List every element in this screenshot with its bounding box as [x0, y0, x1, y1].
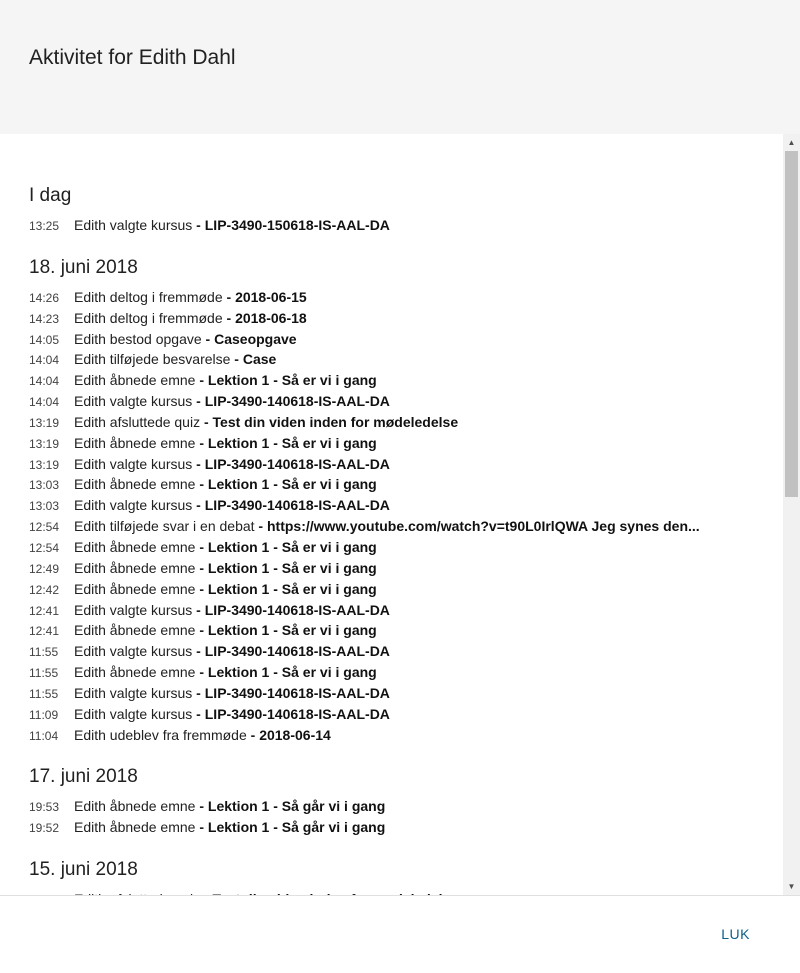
activity-description: Edith åbnede emne	[74, 476, 196, 493]
day-heading: 18. juni 2018	[29, 256, 138, 278]
activity-entry	[29, 349, 779, 370]
day-group	[29, 183, 779, 236]
activity-time: 12:41	[29, 603, 60, 618]
activity-object: Lektion 1 - Så er vi i gang	[207, 580, 377, 597]
activity-time: 11:55	[29, 645, 59, 660]
activity-time: 12:54	[29, 520, 60, 535]
activity-entry	[29, 662, 779, 683]
day-group	[29, 764, 779, 838]
activity-time: 12:49	[29, 561, 60, 576]
day-heading: I dag	[29, 185, 72, 206]
activity-separator: -	[254, 518, 267, 535]
activity-entry	[29, 725, 779, 746]
activity-separator: -	[195, 538, 208, 555]
activity-object: Lektion 1 - Så er vi i gang	[207, 476, 377, 493]
activity-separator: -	[192, 705, 205, 722]
activity-entry	[29, 704, 779, 725]
activity-object: 2018-06-14	[259, 726, 331, 743]
activity-time: 14:05	[29, 332, 60, 347]
activity-object: Lektion 1 - Så er vi i gang	[207, 434, 377, 451]
activity-time: 14:26	[29, 290, 60, 305]
activity-separator: -	[195, 476, 208, 493]
activity-separator: -	[246, 726, 260, 743]
activity-entry	[29, 433, 779, 454]
scrollbar-thumb[interactable]	[785, 151, 798, 497]
activity-description: Edith deltog i fremmøde	[74, 309, 223, 326]
activity-description: Edith valgte kursus	[74, 601, 193, 618]
activity-description: Edith valgte kursus	[74, 643, 193, 660]
activity-time: 13:19	[29, 436, 60, 451]
activity-object: LIP-3490-140618-IS-AAL-DA	[204, 393, 390, 410]
activity-object: LIP-3490-140618-IS-AAL-DA	[204, 601, 390, 618]
dialog-footer	[0, 895, 800, 973]
activity-entry	[29, 641, 779, 662]
activity-time: 11:55	[29, 686, 59, 701]
activity-separator: -	[192, 393, 205, 410]
activity-entry	[29, 516, 779, 537]
activity-time: 11:09	[29, 707, 59, 722]
dialog-title: Aktivitet for Edith Dahl	[29, 46, 236, 69]
day-group	[29, 255, 779, 746]
scroll-down-arrow-icon[interactable]: ▼	[787, 882, 796, 891]
activity-description: Edith åbnede emne	[74, 434, 196, 451]
scroll-up-arrow-icon[interactable]: ▲	[787, 138, 796, 147]
activity-object: LIP-3490-140618-IS-AAL-DA	[204, 455, 390, 472]
activity-time: 19:52	[29, 821, 60, 836]
activity-description: Edith åbnede emne	[74, 819, 196, 836]
vertical-scrollbar[interactable]	[783, 134, 800, 895]
activity-object: Lektion 1 - Så er vi i gang	[207, 622, 377, 639]
activity-description: Edith bestod opgave	[74, 330, 202, 347]
activity-object: https://www.youtube.com/watch?v=t90L0IrlQWA Jeg synes den...	[267, 518, 700, 535]
activity-entry	[29, 370, 779, 391]
activity-description: Edith tilføjede svar i en debat	[74, 518, 255, 535]
activity-separator: -	[195, 434, 208, 451]
activity-description: Edith deltog i fremmøde	[74, 288, 223, 305]
activity-time: 14:23	[29, 311, 60, 326]
activity-time: 12:41	[29, 624, 60, 639]
activity-time: 13:25	[29, 219, 60, 233]
activity-time: 13:03	[29, 478, 60, 493]
activity-entry	[29, 537, 779, 558]
activity-object: LIP-3490-140618-IS-AAL-DA	[204, 497, 390, 514]
activity-object: Lektion 1 - Så er vi i gang	[207, 559, 377, 576]
activity-separator: -	[222, 309, 236, 326]
activity-description: Edith afsluttede quiz	[74, 413, 201, 430]
activity-entry	[29, 495, 779, 516]
activity-time: 14:04	[29, 374, 60, 389]
activity-entry	[29, 620, 779, 641]
activity-description: Edith udeblev fra fremmøde	[74, 726, 247, 743]
activity-object: Lektion 1 - Så går vi i gang	[207, 819, 386, 836]
activity-description: Edith tilføjede besvarelse	[74, 351, 231, 368]
activity-object: Caseopgave	[214, 330, 297, 347]
activity-description: Edith åbnede emne	[74, 580, 196, 597]
activity-separator: -	[192, 217, 205, 233]
dialog-header	[0, 0, 800, 134]
activity-separator: -	[195, 664, 208, 681]
activity-entry	[29, 391, 779, 412]
activity-object: LIP-3490-140618-IS-AAL-DA	[204, 684, 390, 701]
activity-time: 11:04	[29, 728, 59, 743]
activity-separator: -	[192, 601, 205, 618]
activity-entry	[29, 796, 779, 817]
activity-description: Edith åbnede emne	[74, 622, 196, 639]
activity-list-inner	[29, 183, 779, 929]
activity-object: Case	[242, 351, 277, 368]
activity-object: Lektion 1 - Så er vi i gang	[207, 372, 377, 389]
activity-entry	[29, 683, 779, 704]
activity-entry	[29, 474, 779, 495]
activity-description: Edith åbnede emne	[74, 798, 196, 815]
activity-object: 2018-06-15	[235, 288, 307, 305]
activity-time: 12:42	[29, 582, 60, 597]
activity-entry	[29, 454, 779, 475]
activity-description: Edith åbnede emne	[74, 664, 196, 681]
activity-separator: -	[192, 497, 205, 514]
activity-separator: -	[192, 455, 205, 472]
activity-separator: -	[201, 330, 215, 347]
activity-object: LIP-3490-140618-IS-AAL-DA	[204, 705, 390, 722]
activity-object: 2018-06-18	[235, 309, 307, 326]
activity-entry	[29, 579, 779, 600]
activity-time: 13:03	[29, 499, 60, 514]
day-heading: 15. juni 2018	[29, 859, 138, 881]
activity-separator: -	[195, 372, 208, 389]
activity-description: Edith valgte kursus	[74, 217, 193, 233]
activity-object: LIP-3490-150618-IS-AAL-DA	[204, 217, 390, 233]
activity-entry	[29, 308, 779, 329]
activity-description: Edith valgte kursus	[74, 497, 193, 514]
activity-description: Edith valgte kursus	[74, 393, 193, 410]
activity-entry	[29, 215, 779, 236]
activity-time: 11:55	[29, 666, 59, 681]
activity-separator: -	[195, 622, 208, 639]
close-button[interactable]: LUK	[721, 926, 750, 942]
activity-separator: -	[195, 559, 208, 576]
activity-description: Edith åbnede emne	[74, 538, 196, 555]
activity-separator: -	[195, 798, 208, 815]
activity-time: 19:53	[29, 800, 60, 815]
activity-separator: -	[195, 580, 208, 597]
activity-separator: -	[222, 288, 236, 305]
activity-description: Edith valgte kursus	[74, 684, 193, 701]
activity-object: Lektion 1 - Så er vi i gang	[207, 538, 377, 555]
activity-time: 14:04	[29, 395, 60, 410]
activity-entry	[29, 600, 779, 621]
activity-separator: -	[200, 413, 213, 430]
activity-description: Edith valgte kursus	[74, 705, 193, 722]
activity-time: 13:19	[29, 415, 60, 430]
activity-separator: -	[230, 351, 243, 368]
activity-time: 12:54	[29, 540, 60, 555]
activity-object: LIP-3490-140618-IS-AAL-DA	[204, 643, 390, 660]
day-heading: 17. juni 2018	[29, 766, 138, 788]
activity-list[interactable]	[0, 134, 783, 895]
activity-entry	[29, 558, 779, 579]
activity-time: 14:04	[29, 353, 60, 368]
activity-entry	[29, 287, 779, 308]
activity-description: Edith åbnede emne	[74, 372, 196, 389]
activity-entry	[29, 329, 779, 350]
activity-object: Lektion 1 - Så går vi i gang	[207, 798, 386, 815]
activity-separator: -	[192, 643, 205, 660]
activity-description: Edith åbnede emne	[74, 559, 196, 576]
activity-separator: -	[192, 684, 205, 701]
activity-object: Test din viden inden for mødeledelse	[212, 413, 459, 430]
activity-entry	[29, 412, 779, 433]
activity-separator: -	[195, 819, 208, 836]
activity-description: Edith valgte kursus	[74, 455, 193, 472]
activity-entry	[29, 817, 779, 838]
activity-object: Lektion 1 - Så er vi i gang	[207, 664, 377, 681]
activity-time: 13:19	[29, 457, 60, 472]
